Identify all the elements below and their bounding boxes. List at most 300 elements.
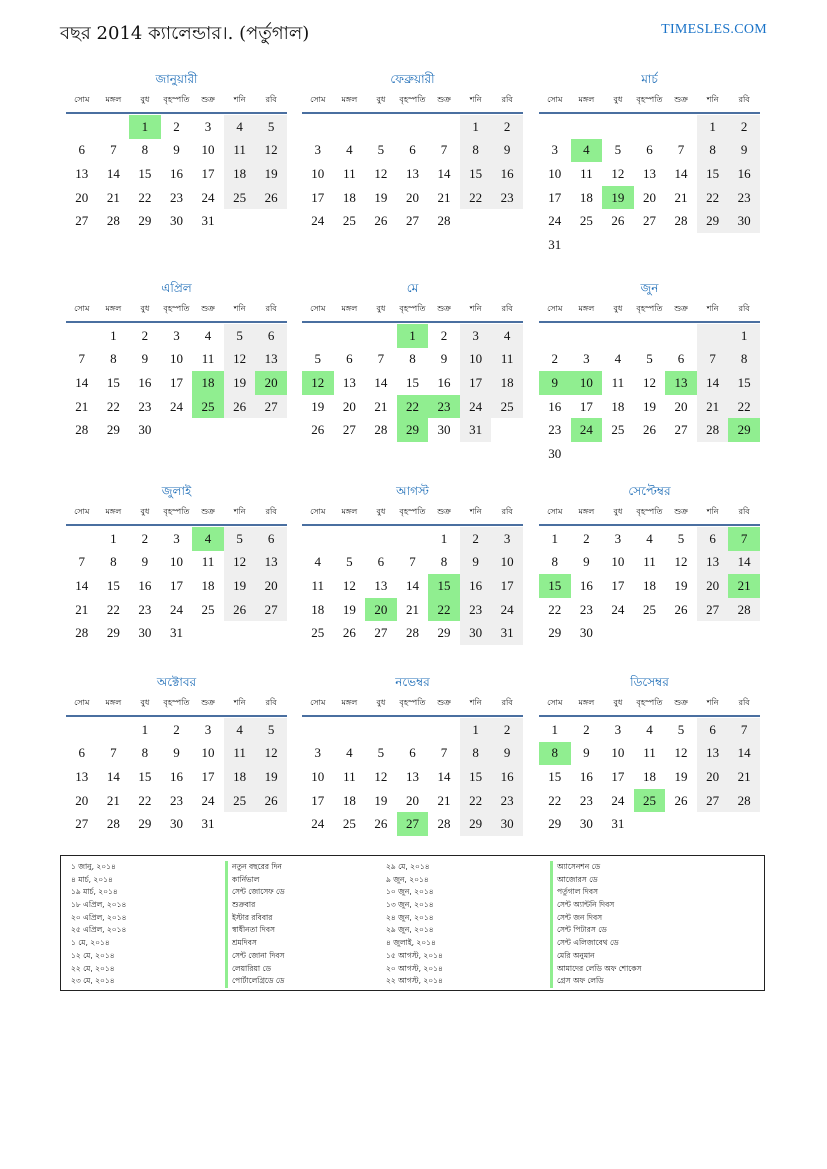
day-cell[interactable]: 3 xyxy=(314,142,322,158)
day-cell[interactable]: 9 xyxy=(460,551,492,575)
day-cell[interactable]: 4 xyxy=(346,745,353,761)
day-cell[interactable]: 19 xyxy=(311,398,325,414)
day-cell[interactable]: 30 xyxy=(437,422,451,438)
day-cell[interactable]: 24 xyxy=(169,601,183,617)
day-cell[interactable]: 2 xyxy=(141,530,149,546)
day-cell[interactable]: 28 xyxy=(405,625,419,641)
day-cell[interactable]: 31 xyxy=(491,621,523,645)
day-cell[interactable]: 19 xyxy=(374,189,388,205)
day-cell[interactable]: 18 xyxy=(201,577,215,593)
day-cell[interactable]: 20 xyxy=(365,598,397,622)
day-cell[interactable]: 23 xyxy=(428,395,460,419)
day-cell[interactable]: 19 xyxy=(374,792,388,808)
day-cell[interactable]: 28 xyxy=(728,789,760,813)
day-cell[interactable]: 23 xyxy=(491,186,523,210)
day-cell[interactable]: 3 xyxy=(314,745,322,761)
day-cell[interactable]: 6 xyxy=(346,351,353,367)
day-cell[interactable]: 28 xyxy=(728,598,760,622)
day-cell[interactable]: 13 xyxy=(75,768,89,784)
day-cell[interactable]: 19 xyxy=(674,768,688,784)
day-cell[interactable]: 18 xyxy=(342,189,356,205)
day-cell[interactable]: 18 xyxy=(311,601,325,617)
day-cell[interactable]: 1 xyxy=(110,530,117,546)
day-cell[interactable]: 3 xyxy=(173,327,180,343)
day-cell[interactable]: 3 xyxy=(614,530,622,546)
day-cell[interactable]: 1 xyxy=(551,530,559,546)
day-cell[interactable]: 26 xyxy=(374,816,388,832)
day-cell[interactable]: 29 xyxy=(138,213,152,229)
day-cell[interactable]: 7 xyxy=(78,554,86,570)
day-cell[interactable]: 21 xyxy=(728,765,760,789)
day-cell[interactable]: 24 xyxy=(548,213,562,229)
day-cell[interactable]: 7 xyxy=(697,348,729,372)
day-cell[interactable]: 14 xyxy=(674,165,688,181)
day-cell[interactable]: 2 xyxy=(583,530,590,546)
day-cell[interactable]: 8 xyxy=(110,351,117,367)
day-cell[interactable]: 21 xyxy=(674,189,688,205)
day-cell[interactable]: 28 xyxy=(106,816,120,832)
day-cell[interactable]: 5 xyxy=(346,554,353,570)
day-cell[interactable]: 16 xyxy=(437,374,451,390)
day-cell[interactable]: 6 xyxy=(377,554,385,570)
day-cell[interactable]: 12 xyxy=(674,745,688,761)
day-cell[interactable]: 6 xyxy=(677,351,685,367)
day-cell[interactable]: 11 xyxy=(343,165,356,181)
day-cell[interactable]: 24 xyxy=(491,598,523,622)
day-cell[interactable]: 30 xyxy=(728,209,760,233)
day-cell[interactable]: 14 xyxy=(374,374,388,390)
day-cell[interactable]: 24 xyxy=(201,792,215,808)
day-cell[interactable]: 25 xyxy=(342,816,356,832)
day-cell[interactable]: 28 xyxy=(374,422,388,438)
day-cell[interactable]: 2 xyxy=(551,351,559,367)
day-cell[interactable]: 21 xyxy=(106,792,120,808)
day-cell[interactable]: 26 xyxy=(255,186,287,210)
day-cell[interactable]: 11 xyxy=(643,554,656,570)
day-cell[interactable]: 16 xyxy=(138,577,152,593)
day-cell[interactable]: 10 xyxy=(169,351,183,367)
day-cell[interactable]: 26 xyxy=(311,422,325,438)
day-cell[interactable]: 7 xyxy=(78,351,86,367)
day-cell[interactable]: 27 xyxy=(342,422,356,438)
day-cell[interactable]: 8 xyxy=(110,554,117,570)
day-cell[interactable]: 22 xyxy=(460,186,492,210)
day-cell[interactable]: 16 xyxy=(491,162,523,186)
day-cell[interactable]: 5 xyxy=(255,718,287,742)
day-cell[interactable]: 13 xyxy=(405,768,419,784)
day-cell[interactable]: 15 xyxy=(697,162,729,186)
day-cell[interactable]: 24 xyxy=(611,792,625,808)
day-cell[interactable]: 2 xyxy=(491,718,523,742)
day-cell[interactable]: 4 xyxy=(571,139,603,163)
day-cell[interactable]: 4 xyxy=(224,718,256,742)
day-cell[interactable]: 31 xyxy=(548,236,562,252)
day-cell[interactable]: 3 xyxy=(583,351,590,367)
day-cell[interactable]: 9 xyxy=(491,139,523,163)
day-cell[interactable]: 15 xyxy=(138,165,152,181)
day-cell[interactable]: 15 xyxy=(405,374,419,390)
day-cell[interactable]: 21 xyxy=(374,398,388,414)
day-cell[interactable]: 22 xyxy=(138,792,152,808)
day-cell[interactable]: 10 xyxy=(611,554,625,570)
day-cell[interactable]: 30 xyxy=(169,213,183,229)
day-cell[interactable]: 11 xyxy=(224,139,256,163)
day-cell[interactable]: 15 xyxy=(460,765,492,789)
day-cell[interactable]: 8 xyxy=(141,745,149,761)
day-cell[interactable]: 27 xyxy=(255,598,287,622)
day-cell[interactable]: 2 xyxy=(728,115,760,139)
day-cell[interactable]: 23 xyxy=(491,789,523,813)
day-cell[interactable]: 5 xyxy=(677,721,685,737)
day-cell[interactable]: 1 xyxy=(460,718,492,742)
day-cell[interactable]: 4 xyxy=(224,115,256,139)
day-cell[interactable]: 17 xyxy=(311,792,325,808)
day-cell[interactable]: 8 xyxy=(460,742,492,766)
day-cell[interactable]: 12 xyxy=(342,577,356,593)
day-cell[interactable]: 23 xyxy=(579,792,593,808)
day-cell[interactable]: 19 xyxy=(255,162,287,186)
day-cell[interactable]: 11 xyxy=(201,554,215,570)
day-cell[interactable]: 25 xyxy=(224,186,256,210)
day-cell[interactable]: 3 xyxy=(551,142,559,158)
day-cell[interactable]: 23 xyxy=(138,601,152,617)
day-cell[interactable]: 10 xyxy=(201,142,215,158)
day-cell[interactable]: 6 xyxy=(255,324,287,348)
day-cell[interactable]: 1 xyxy=(129,115,161,139)
day-cell[interactable]: 21 xyxy=(75,601,89,617)
day-cell[interactable]: 9 xyxy=(583,745,590,761)
day-cell[interactable]: 26 xyxy=(642,422,656,438)
day-cell[interactable]: 1 xyxy=(728,324,760,348)
day-cell[interactable]: 12 xyxy=(224,551,256,575)
day-cell[interactable]: 26 xyxy=(224,395,256,419)
day-cell[interactable]: 16 xyxy=(138,374,152,390)
day-cell[interactable]: 13 xyxy=(697,551,729,575)
day-cell[interactable]: 24 xyxy=(201,189,215,205)
day-cell[interactable]: 27 xyxy=(405,213,419,229)
day-cell[interactable]: 1 xyxy=(440,530,448,546)
day-cell[interactable]: 26 xyxy=(255,789,287,813)
day-cell[interactable]: 2 xyxy=(440,327,448,343)
day-cell[interactable]: 3 xyxy=(614,721,622,737)
day-cell[interactable]: 9 xyxy=(491,742,523,766)
day-cell[interactable]: 22 xyxy=(138,189,152,205)
day-cell[interactable]: 23 xyxy=(169,189,183,205)
day-cell[interactable]: 4 xyxy=(614,351,622,367)
day-cell[interactable]: 23 xyxy=(548,422,562,438)
day-cell[interactable]: 17 xyxy=(201,768,215,784)
day-cell[interactable]: 18 xyxy=(224,162,256,186)
day-cell[interactable]: 20 xyxy=(255,574,287,598)
day-cell[interactable]: 1 xyxy=(141,721,149,737)
day-cell[interactable]: 11 xyxy=(343,768,356,784)
day-cell[interactable]: 9 xyxy=(539,371,571,395)
day-cell[interactable]: 6 xyxy=(646,142,653,158)
day-cell[interactable]: 29 xyxy=(106,422,120,438)
day-cell[interactable]: 27 xyxy=(697,598,729,622)
day-cell[interactable]: 10 xyxy=(460,348,492,372)
day-cell[interactable]: 21 xyxy=(106,189,120,205)
day-cell[interactable]: 7 xyxy=(409,554,416,570)
day-cell[interactable]: 29 xyxy=(397,418,429,442)
day-cell[interactable]: 29 xyxy=(548,625,562,641)
day-cell[interactable]: 27 xyxy=(397,812,429,836)
day-cell[interactable]: 19 xyxy=(674,577,688,593)
day-cell[interactable]: 19 xyxy=(224,371,256,395)
day-cell[interactable]: 13 xyxy=(405,165,419,181)
day-cell[interactable]: 26 xyxy=(374,213,388,229)
day-cell[interactable]: 22 xyxy=(548,792,562,808)
day-cell[interactable]: 24 xyxy=(311,816,325,832)
day-cell[interactable]: 16 xyxy=(169,165,183,181)
day-cell[interactable]: 7 xyxy=(677,142,685,158)
day-cell[interactable]: 20 xyxy=(405,792,419,808)
day-cell[interactable]: 30 xyxy=(491,812,523,836)
day-cell[interactable]: 20 xyxy=(342,398,356,414)
day-cell[interactable]: 5 xyxy=(377,142,385,158)
day-cell[interactable]: 22 xyxy=(697,186,729,210)
day-cell[interactable]: 20 xyxy=(405,189,419,205)
day-cell[interactable]: 1 xyxy=(697,115,729,139)
day-cell[interactable]: 8 xyxy=(697,139,729,163)
day-cell[interactable]: 15 xyxy=(460,162,492,186)
day-cell[interactable]: 29 xyxy=(138,816,152,832)
day-cell[interactable]: 12 xyxy=(674,554,688,570)
day-cell[interactable]: 16 xyxy=(491,765,523,789)
day-cell[interactable]: 12 xyxy=(642,374,656,390)
day-cell[interactable]: 11 xyxy=(491,348,523,372)
day-cell[interactable]: 13 xyxy=(75,165,89,181)
day-cell[interactable]: 14 xyxy=(106,165,120,181)
day-cell[interactable]: 26 xyxy=(674,792,688,808)
day-cell[interactable]: 2 xyxy=(173,118,180,134)
day-cell[interactable]: 19 xyxy=(255,765,287,789)
day-cell[interactable]: 4 xyxy=(346,142,353,158)
day-cell[interactable]: 18 xyxy=(224,765,256,789)
day-cell[interactable]: 30 xyxy=(138,625,152,641)
day-cell[interactable]: 13 xyxy=(255,348,287,372)
day-cell[interactable]: 15 xyxy=(428,574,460,598)
day-cell[interactable]: 28 xyxy=(437,816,451,832)
day-cell[interactable]: 19 xyxy=(602,186,634,210)
day-cell[interactable]: 21 xyxy=(437,792,451,808)
day-cell[interactable]: 7 xyxy=(728,718,760,742)
day-cell[interactable]: 22 xyxy=(428,598,460,622)
day-cell[interactable]: 5 xyxy=(314,351,322,367)
day-cell[interactable]: 21 xyxy=(728,574,760,598)
day-cell[interactable]: 31 xyxy=(460,418,492,442)
day-cell[interactable]: 13 xyxy=(642,165,656,181)
day-cell[interactable]: 17 xyxy=(169,374,183,390)
day-cell[interactable]: 18 xyxy=(342,792,356,808)
day-cell[interactable]: 13 xyxy=(255,551,287,575)
day-cell[interactable]: 29 xyxy=(437,625,451,641)
day-cell[interactable]: 12 xyxy=(374,768,388,784)
day-cell[interactable]: 30 xyxy=(169,816,183,832)
day-cell[interactable]: 23 xyxy=(138,398,152,414)
day-cell[interactable]: 14 xyxy=(728,551,760,575)
day-cell[interactable]: 26 xyxy=(674,601,688,617)
day-cell[interactable]: 27 xyxy=(674,422,688,438)
day-cell[interactable]: 9 xyxy=(728,139,760,163)
day-cell[interactable]: 11 xyxy=(643,745,656,761)
day-cell[interactable]: 27 xyxy=(697,789,729,813)
day-cell[interactable]: 29 xyxy=(106,625,120,641)
day-cell[interactable]: 16 xyxy=(460,574,492,598)
day-cell[interactable]: 20 xyxy=(697,765,729,789)
day-cell[interactable]: 27 xyxy=(255,395,287,419)
day-cell[interactable]: 14 xyxy=(437,768,451,784)
day-cell[interactable]: 19 xyxy=(342,601,356,617)
day-cell[interactable]: 16 xyxy=(169,768,183,784)
day-cell[interactable]: 18 xyxy=(642,577,656,593)
day-cell[interactable]: 8 xyxy=(539,742,571,766)
day-cell[interactable]: 9 xyxy=(173,745,180,761)
day-cell[interactable]: 4 xyxy=(204,327,212,343)
day-cell[interactable]: 19 xyxy=(642,398,656,414)
day-cell[interactable]: 6 xyxy=(409,142,416,158)
day-cell[interactable]: 18 xyxy=(192,371,224,395)
day-cell[interactable]: 12 xyxy=(224,348,256,372)
day-cell[interactable]: 1 xyxy=(397,324,429,348)
day-cell[interactable]: 26 xyxy=(224,598,256,622)
day-cell[interactable]: 30 xyxy=(579,625,593,641)
day-cell[interactable]: 8 xyxy=(141,142,149,158)
day-cell[interactable]: 12 xyxy=(255,742,287,766)
day-cell[interactable]: 22 xyxy=(397,395,429,419)
day-cell[interactable]: 6 xyxy=(78,745,86,761)
day-cell[interactable]: 22 xyxy=(548,601,562,617)
day-cell[interactable]: 1 xyxy=(110,327,117,343)
day-cell[interactable]: 28 xyxy=(674,213,688,229)
day-cell[interactable]: 6 xyxy=(255,527,287,551)
day-cell[interactable]: 15 xyxy=(539,574,571,598)
day-cell[interactable]: 12 xyxy=(374,165,388,181)
day-cell[interactable]: 17 xyxy=(460,371,492,395)
day-cell[interactable]: 14 xyxy=(405,577,419,593)
day-cell[interactable]: 30 xyxy=(579,816,593,832)
day-cell[interactable]: 8 xyxy=(551,554,559,570)
day-cell[interactable]: 14 xyxy=(437,165,451,181)
day-cell[interactable]: 24 xyxy=(571,418,603,442)
day-cell[interactable]: 12 xyxy=(611,165,625,181)
day-cell[interactable]: 4 xyxy=(314,554,322,570)
site-brand[interactable]: TIMESLES.COM xyxy=(661,22,767,37)
day-cell[interactable]: 9 xyxy=(141,351,149,367)
day-cell[interactable]: 20 xyxy=(674,398,688,414)
day-cell[interactable]: 8 xyxy=(728,348,760,372)
day-cell[interactable]: 10 xyxy=(611,745,625,761)
day-cell[interactable]: 2 xyxy=(491,115,523,139)
day-cell[interactable]: 24 xyxy=(460,395,492,419)
day-cell[interactable]: 5 xyxy=(677,530,685,546)
day-cell[interactable]: 26 xyxy=(611,213,625,229)
day-cell[interactable]: 12 xyxy=(302,371,334,395)
day-cell[interactable]: 23 xyxy=(460,598,492,622)
day-cell[interactable]: 19 xyxy=(224,574,256,598)
day-cell[interactable]: 10 xyxy=(311,165,325,181)
day-cell[interactable]: 21 xyxy=(697,395,729,419)
day-cell[interactable]: 28 xyxy=(437,213,451,229)
day-cell[interactable]: 5 xyxy=(224,527,256,551)
day-cell[interactable]: 18 xyxy=(491,371,523,395)
day-cell[interactable]: 7 xyxy=(110,142,117,158)
day-cell[interactable]: 5 xyxy=(377,745,385,761)
day-cell[interactable]: 24 xyxy=(611,601,625,617)
day-cell[interactable]: 4 xyxy=(491,324,523,348)
day-cell[interactable]: 23 xyxy=(169,792,183,808)
day-cell[interactable]: 4 xyxy=(646,721,653,737)
day-cell[interactable]: 11 xyxy=(611,374,625,390)
day-cell[interactable]: 25 xyxy=(311,625,325,641)
day-cell[interactable]: 11 xyxy=(201,351,215,367)
day-cell[interactable]: 22 xyxy=(460,789,492,813)
day-cell[interactable]: 13 xyxy=(342,374,356,390)
day-cell[interactable]: 14 xyxy=(697,371,729,395)
day-cell[interactable]: 10 xyxy=(201,745,215,761)
day-cell[interactable]: 25 xyxy=(224,789,256,813)
day-cell[interactable]: 17 xyxy=(611,577,625,593)
day-cell[interactable]: 29 xyxy=(460,812,492,836)
day-cell[interactable]: 16 xyxy=(579,768,593,784)
day-cell[interactable]: 8 xyxy=(440,554,448,570)
day-cell[interactable]: 6 xyxy=(409,745,416,761)
day-cell[interactable]: 20 xyxy=(255,371,287,395)
day-cell[interactable]: 3 xyxy=(173,530,180,546)
day-cell[interactable]: 17 xyxy=(579,398,593,414)
day-cell[interactable]: 14 xyxy=(106,768,120,784)
day-cell[interactable]: 27 xyxy=(374,625,388,641)
day-cell[interactable]: 17 xyxy=(611,768,625,784)
day-cell[interactable]: 13 xyxy=(374,577,388,593)
day-cell[interactable]: 25 xyxy=(611,422,625,438)
day-cell[interactable]: 10 xyxy=(548,165,562,181)
day-cell[interactable]: 16 xyxy=(728,162,760,186)
day-cell[interactable]: 18 xyxy=(611,398,625,414)
day-cell[interactable]: 25 xyxy=(579,213,593,229)
day-cell[interactable]: 29 xyxy=(728,418,760,442)
day-cell[interactable]: 22 xyxy=(106,601,120,617)
day-cell[interactable]: 3 xyxy=(204,118,212,134)
day-cell[interactable]: 10 xyxy=(169,554,183,570)
day-cell[interactable]: 4 xyxy=(646,530,653,546)
day-cell[interactable]: 7 xyxy=(440,745,448,761)
day-cell[interactable]: 27 xyxy=(75,213,89,229)
day-cell[interactable]: 17 xyxy=(491,574,523,598)
day-cell[interactable]: 8 xyxy=(409,351,416,367)
day-cell[interactable]: 6 xyxy=(697,718,729,742)
day-cell[interactable]: 15 xyxy=(106,374,120,390)
day-cell[interactable]: 24 xyxy=(169,398,183,414)
day-cell[interactable]: 20 xyxy=(697,574,729,598)
day-cell[interactable]: 21 xyxy=(405,601,419,617)
day-cell[interactable]: 10 xyxy=(571,371,603,395)
day-cell[interactable]: 25 xyxy=(342,213,356,229)
day-cell[interactable]: 31 xyxy=(611,816,625,832)
day-cell[interactable]: 7 xyxy=(377,351,385,367)
day-cell[interactable]: 18 xyxy=(579,189,593,205)
day-cell[interactable]: 20 xyxy=(75,189,89,205)
day-cell[interactable]: 1 xyxy=(460,115,492,139)
day-cell[interactable]: 31 xyxy=(201,213,215,229)
day-cell[interactable]: 3 xyxy=(491,527,523,551)
day-cell[interactable]: 28 xyxy=(106,213,120,229)
day-cell[interactable]: 18 xyxy=(642,768,656,784)
day-cell[interactable]: 13 xyxy=(665,371,697,395)
day-cell[interactable]: 24 xyxy=(311,213,325,229)
day-cell[interactable]: 12 xyxy=(255,139,287,163)
day-cell[interactable]: 10 xyxy=(491,551,523,575)
